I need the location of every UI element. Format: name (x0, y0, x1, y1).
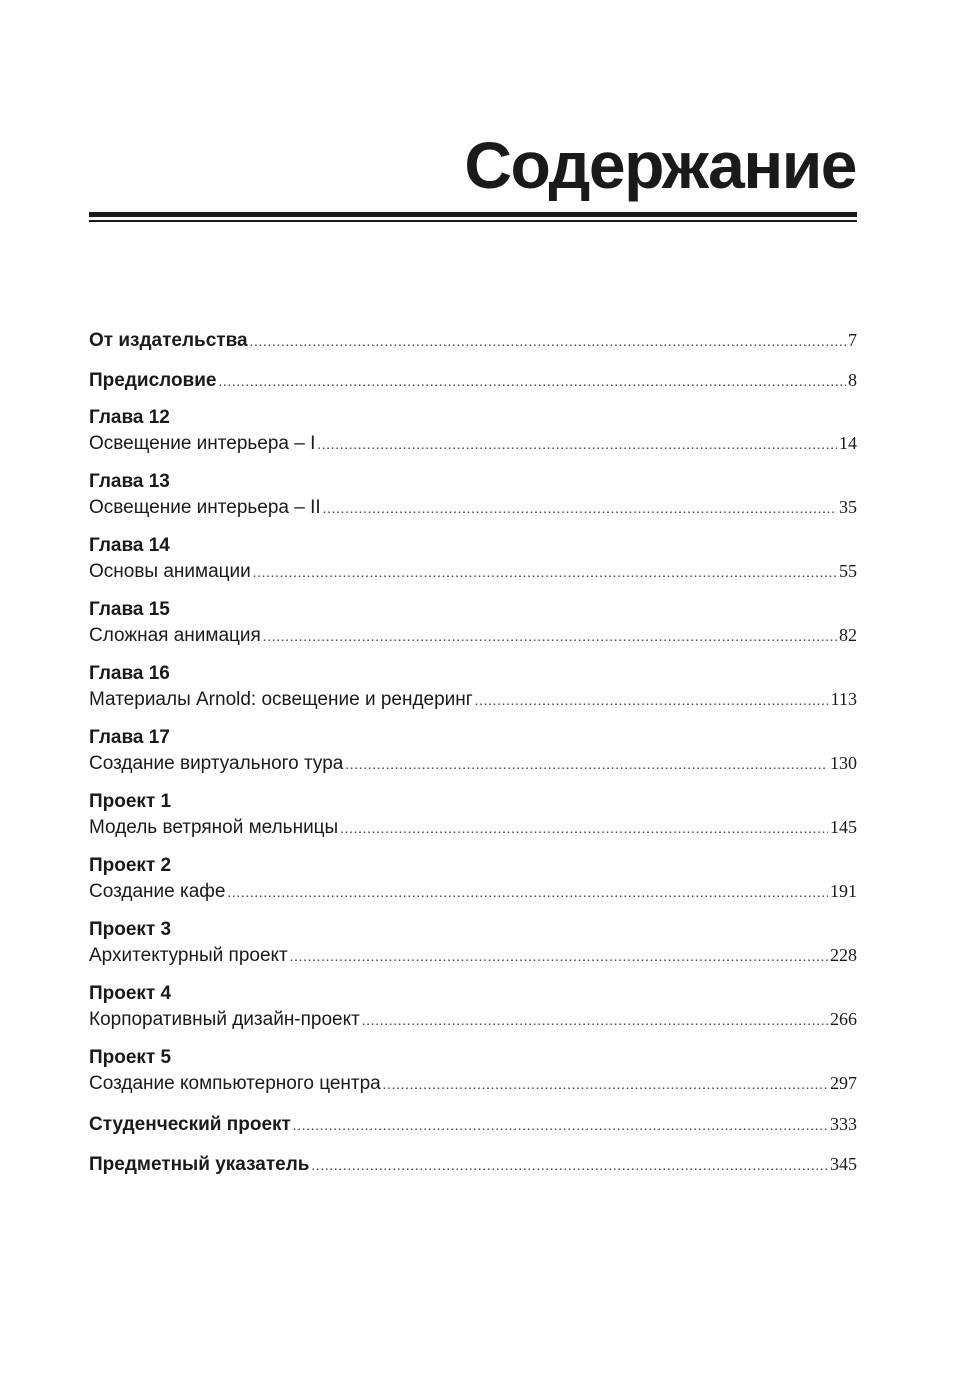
dot-leader (253, 561, 837, 587)
dot-leader (219, 369, 847, 397)
toc-entry-heading: Глава 12 (89, 407, 170, 428)
title-divider (89, 212, 857, 222)
toc-entry-line[interactable] (89, 326, 857, 366)
dot-leader (362, 1009, 828, 1035)
toc-entry-line[interactable] (89, 814, 857, 854)
title-divider-thin (89, 220, 857, 222)
toc-entry-line[interactable] (89, 878, 857, 918)
toc-entry (89, 790, 857, 854)
toc-entry-label: Освещение интерьера – II (89, 497, 321, 518)
dot-leader (323, 497, 837, 523)
dot-leader (475, 689, 829, 715)
toc-entry (89, 662, 857, 726)
toc-entry-line[interactable] (89, 750, 857, 790)
toc-entry-line[interactable] (89, 1150, 857, 1190)
toc-entry-line[interactable] (89, 622, 857, 662)
toc-entry-page-number: 14 (839, 433, 857, 453)
toc-entry-heading: Проект 3 (89, 919, 172, 940)
toc-entry-heading: Глава 16 (89, 663, 170, 684)
toc-entry-page-number: 345 (830, 1154, 857, 1174)
toc-entry (89, 406, 857, 470)
toc-entry (89, 918, 857, 982)
toc-entry (89, 726, 857, 790)
toc-entry (89, 1110, 857, 1150)
dot-leader (383, 1073, 828, 1099)
toc-entry-label: Материалы Arnold: освещение и рендеринг (89, 689, 473, 710)
toc-entry-page-number: 82 (839, 625, 857, 645)
toc-entry-page-number: 266 (830, 1009, 857, 1029)
toc-entry-line[interactable] (89, 1110, 857, 1150)
toc-entry (89, 534, 857, 598)
toc-entry-label: Предметный указатель (89, 1154, 310, 1175)
dot-leader (250, 329, 846, 357)
toc-entry-heading: Глава 15 (89, 599, 170, 620)
toc-entry-page-number: 228 (830, 945, 857, 965)
toc-entry-line[interactable] (89, 366, 857, 406)
dot-leader (345, 753, 828, 779)
toc-entry (89, 366, 857, 406)
toc-entry-page-number: 145 (830, 817, 857, 837)
toc-entry-page-number: 7 (848, 330, 857, 350)
toc-entry-line[interactable] (89, 558, 857, 598)
toc-entry-line[interactable] (89, 1006, 857, 1046)
page-title: Содержание (464, 128, 856, 202)
toc-entry-line[interactable] (89, 430, 857, 470)
title-divider-thick (89, 212, 857, 217)
toc-entry-label: Архитектурный проект (89, 945, 288, 966)
toc-entry (89, 1046, 857, 1110)
toc-entry-page-number: 297 (830, 1073, 857, 1093)
toc-entry (89, 598, 857, 662)
toc-entry-heading: Проект 1 (89, 791, 172, 812)
dot-leader (293, 1113, 828, 1141)
toc-entry-label: Модель ветряной мельницы (89, 817, 339, 838)
toc-entry-line[interactable] (89, 1070, 857, 1110)
toc-entry (89, 1150, 857, 1190)
toc-entry (89, 982, 857, 1046)
dot-leader (227, 881, 828, 907)
dot-leader (290, 945, 828, 971)
toc-entry-line[interactable] (89, 494, 857, 534)
toc-entry-heading: Проект 2 (89, 855, 172, 876)
toc-entry-label: Предисловие (89, 370, 217, 391)
toc-entry-label: Основы анимации (89, 561, 251, 582)
dot-leader (317, 433, 837, 459)
toc-entry-heading: Проект 4 (89, 983, 172, 1004)
toc-entry-label: Освещение интерьера – I (89, 433, 316, 454)
toc-entry-page-number: 333 (830, 1114, 857, 1134)
toc-entry-label: Сложная анимация (89, 625, 261, 646)
toc-entry-label: Студенческий проект (89, 1114, 291, 1135)
toc-entry-label: Корпоративный дизайн-проект (89, 1009, 360, 1030)
toc-entry-heading: Глава 14 (89, 535, 170, 556)
toc-entry-label: От издательства (89, 330, 248, 351)
toc-entry-heading: Глава 17 (89, 727, 170, 748)
toc-entry-page-number: 113 (830, 689, 857, 709)
toc-entry (89, 326, 857, 366)
toc-entry-label: Создание виртуального тура (89, 753, 344, 774)
toc-entry (89, 854, 857, 918)
toc-entry-label: Создание компьютерного центра (89, 1073, 381, 1094)
toc-entry-heading: Проект 5 (89, 1047, 172, 1068)
toc-entry-page-number: 191 (830, 881, 857, 901)
toc-entry-line[interactable] (89, 686, 857, 726)
toc-entry-line[interactable] (89, 942, 857, 982)
toc-entry-page-number: 130 (830, 753, 857, 773)
dot-leader (263, 625, 837, 651)
toc-entry-page-number: 55 (839, 561, 857, 581)
toc-entry-page-number: 8 (848, 370, 857, 390)
table-of-contents (89, 326, 857, 1190)
toc-entry (89, 470, 857, 534)
dot-leader (340, 817, 828, 843)
toc-entry-heading: Глава 13 (89, 471, 170, 492)
toc-entry-label: Создание кафе (89, 881, 226, 902)
toc-entry-page-number: 35 (839, 497, 857, 517)
dot-leader (312, 1153, 829, 1181)
